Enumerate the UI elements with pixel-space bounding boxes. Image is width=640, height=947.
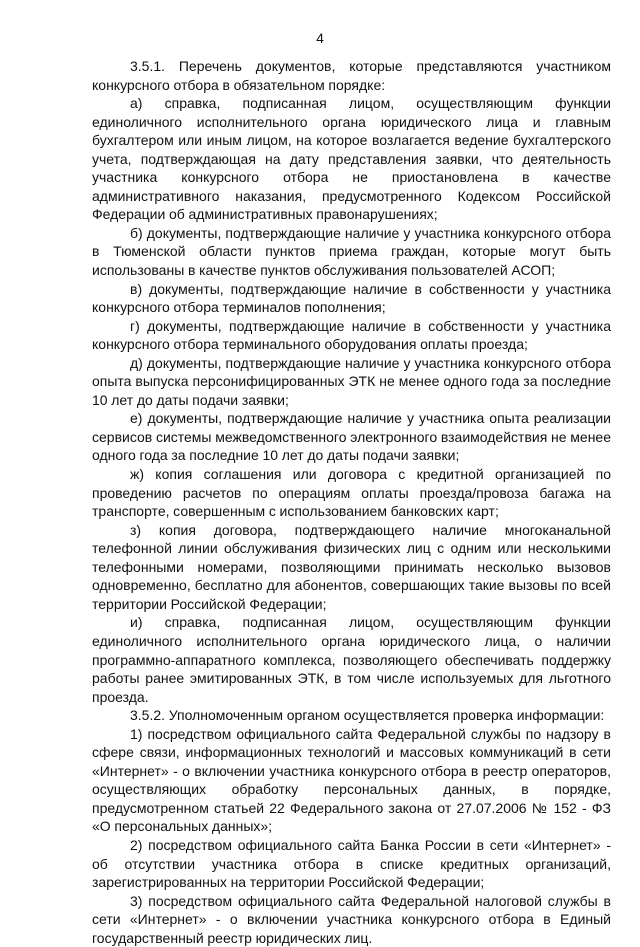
page-number: 4 xyxy=(316,30,324,46)
paragraph-check-1: 1) посредством официального сайта Федеральной службы по надзору в сфере связи, информационных технологий и массовых коммуникаций в сети «Интернет» - о включении участника конкурсного отбора в реестр операторов, осуществляющих обработку персональных данных, в порядке, предусмотренном статьей 22 Федерального закона от 27.07.2006 № 152 - ФЗ «О персональных данных»; xyxy=(92,725,611,835)
paragraph-item-g: г) документы, подтверждающие наличие в собственности у участника конкурсного отбора терминального оборудования оплаты проезда; xyxy=(92,317,611,353)
paragraph-item-a: а) справка, подписанная лицом, осуществляющим функции единоличного исполнительного органа юридического лица и главным бухгалтером или иным лицом, на которое возлагается ведение бухгалтерского учета, подтверждающая на дату представления заявки, что деятельность участника конкурсного отбора не приостановлена в качестве административного наказания, предусмотренного Кодексом Российской Федерации об административных правонарушениях; xyxy=(92,95,611,223)
paragraph-check-3: 3) посредством официального сайта Федеральной налоговой службы в сети «Интернет» - о включении участника конкурсного отбора в Единый государственный реестр юридических лиц. xyxy=(92,892,611,946)
paragraph-3-5-1: 3.5.1. Перечень документов, которые представляются участником конкурсного отбора в обязательном порядке: xyxy=(92,58,611,93)
document-body xyxy=(92,57,611,947)
paragraph-item-b: б) документы, подтверждающие наличие у участника конкурсного отбора в Тюменской области пунктов приема граждан, которые могут быть использованы в качестве пунктов обслуживания пользователей АСОП; xyxy=(92,224,611,279)
paragraph-item-zh: ж) копия соглашения или договора с кредитной организацией по проведению расчетов по операциям оплаты проезда/провоза багажа на транспорте, совершенным с использованием банковских карт; xyxy=(92,466,611,520)
paragraph-check-2: 2) посредством официального сайта Банка России в сети «Интернет» - об отсутствии участника отбора в списке кредитных организаций, зарегистрированных на территории Российской Федерации; xyxy=(92,836,611,891)
paragraph-3-5-2: 3.5.2. Уполномоченным органом осуществляется проверка информации: xyxy=(130,707,605,724)
paragraph-item-z: з) копия договора, подтверждающего наличие многоканальной телефонной линии обслуживания физических лиц с одним или несколькими телефонными номерами, позволяющими принимать несколько вызовов одновременно, бесплатно для абонентов, совершающих такие вызовы по всей территории Российской Федерации; xyxy=(92,521,611,612)
paragraph-item-i: и) справка, подписанная лицом, осуществляющим функции единоличного исполнительного органа юридического лица, о наличии программно-аппаратного комплекса, позволяющего обеспечивать поддержку работы ранее эмитированных ЭТК, в том числе используемых для льготного проезда. xyxy=(92,614,611,705)
paragraph-item-v: в) документы, подтверждающие наличие в собственности у участника конкурсного отбора терминалов пополнения; xyxy=(92,280,611,316)
paragraph-item-d: д) документы, подтверждающие наличие у участника конкурсного отбора опыта выпуска персонифицированных ЭТК не менее одного года за последние 10 лет до даты подачи заявки; xyxy=(92,354,611,408)
paragraph-item-e: е) документы, подтверждающие наличие у участника опыта реализации сервисов системы межведомственного электронного взаимодействия не менее одного года за последние 10 лет до даты подачи заявки; xyxy=(92,410,611,464)
